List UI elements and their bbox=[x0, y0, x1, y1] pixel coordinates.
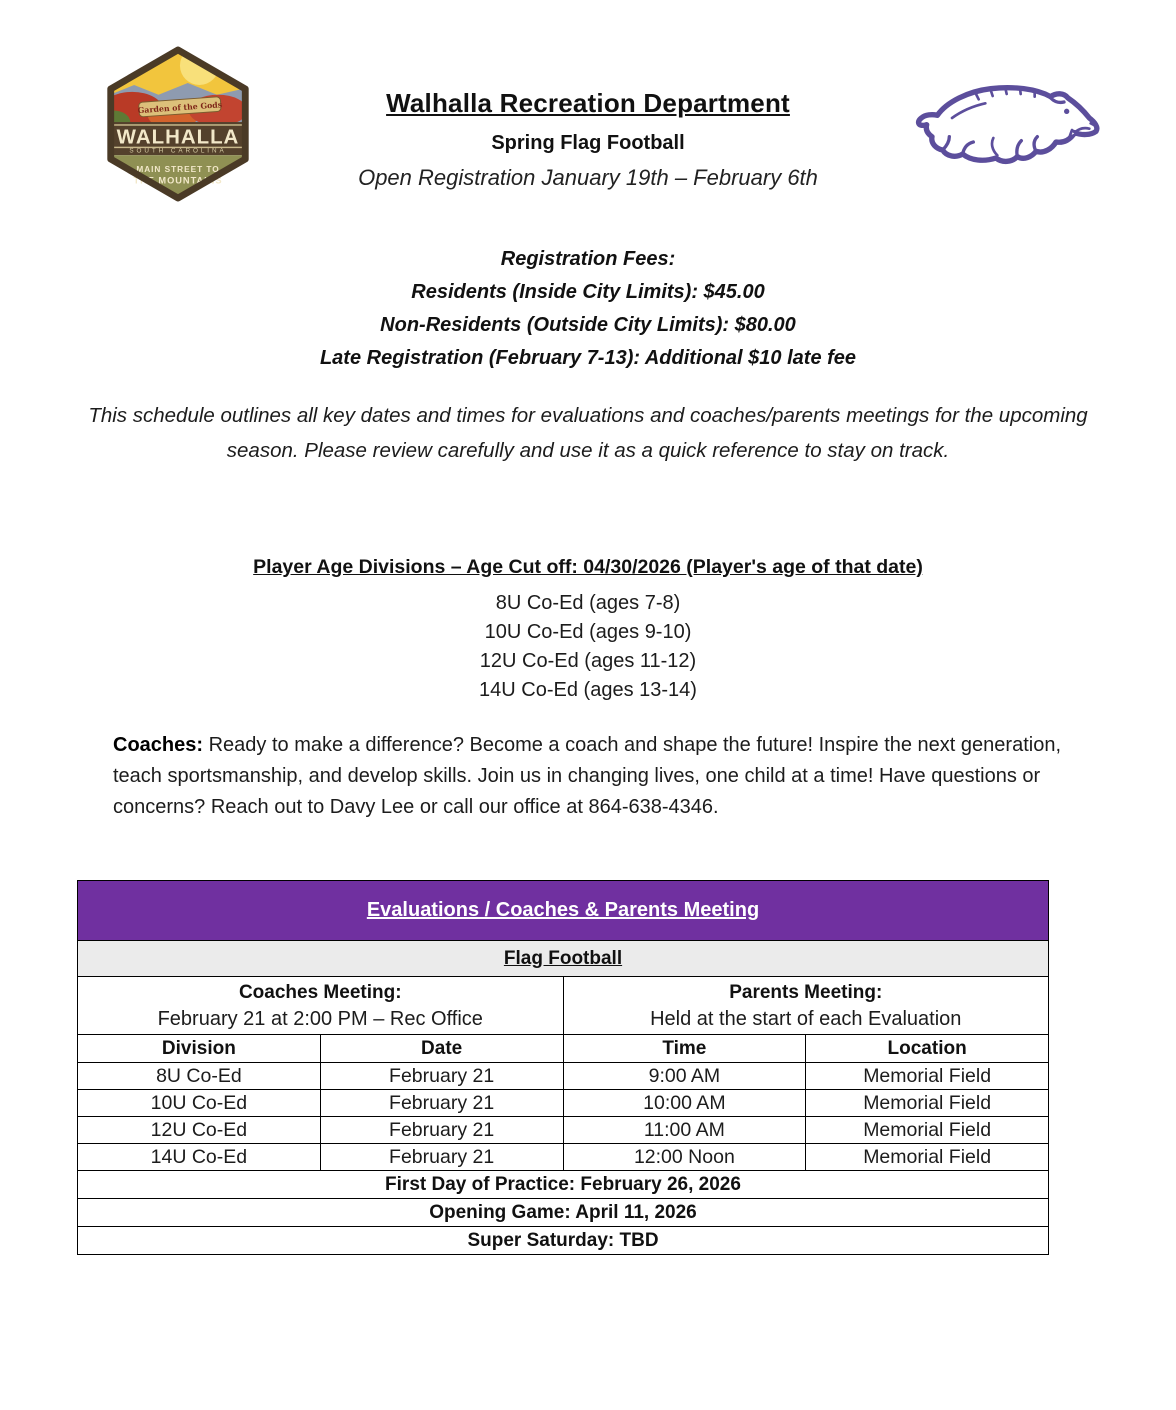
fees-line-late: Late Registration (February 7-13): Additional $10 late fee bbox=[319, 347, 857, 369]
razorback-hog-logo bbox=[912, 76, 1112, 189]
registration-period: Open Registration January 19th – February 6th bbox=[358, 165, 818, 190]
badge-tagline-line2: THE MOUNTAINS bbox=[133, 175, 223, 186]
badge-city-name: WALHALLA bbox=[116, 125, 240, 149]
cell-location: Memorial Field bbox=[806, 1144, 1049, 1171]
cell-division: 12U Co-Ed bbox=[78, 1117, 321, 1144]
coaches-note bbox=[113, 730, 1075, 823]
cell-location: Memorial Field bbox=[806, 1090, 1049, 1117]
table-row bbox=[78, 1063, 1049, 1090]
column-header-time: Time bbox=[563, 1035, 806, 1063]
parents-meeting-detail: Held at the start of each Evaluation bbox=[650, 1007, 962, 1030]
badge-tagline-line1: MAIN STREET TO bbox=[136, 164, 220, 174]
fees-line-nonresidents: Non-Residents (Outside City Limits): $80.00 bbox=[380, 314, 796, 336]
parents-meeting-label: Parents Meeting: bbox=[729, 981, 883, 1003]
age-divisions-section bbox=[0, 556, 1176, 705]
intro-paragraph: This schedule outlines all key dates and times for evaluations and coaches/parents meetings for the upcoming season. Please review carefully and use it as a quick reference to stay on track. bbox=[88, 404, 1088, 462]
super-saturday-row bbox=[78, 1227, 1049, 1255]
fees-line-residents: Residents (Inside City Limits): $45.00 bbox=[411, 281, 765, 303]
evaluations-table bbox=[77, 880, 1049, 1255]
table-section-label: Flag Football bbox=[78, 941, 1049, 977]
cell-time: 10:00 AM bbox=[563, 1090, 806, 1117]
division-10u: 10U Co-Ed (ages 9-10) bbox=[484, 621, 692, 643]
cell-division: 8U Co-Ed bbox=[78, 1063, 321, 1090]
column-header-location: Location bbox=[806, 1035, 1049, 1063]
column-header-date: Date bbox=[320, 1035, 563, 1063]
meetings-row bbox=[78, 977, 1049, 1035]
cell-date: February 21 bbox=[320, 1090, 563, 1117]
table-title-row bbox=[78, 881, 1049, 941]
division-14u: 14U Co-Ed (ages 13-14) bbox=[479, 679, 697, 701]
super-saturday-text: Super Saturday: TBD bbox=[78, 1227, 1049, 1255]
cell-location: Memorial Field bbox=[806, 1117, 1049, 1144]
table-section-row bbox=[78, 941, 1049, 977]
parents-meeting-cell bbox=[563, 977, 1049, 1035]
cell-date: February 21 bbox=[320, 1117, 563, 1144]
cell-time: 9:00 AM bbox=[563, 1063, 806, 1090]
table-title: Evaluations / Coaches & Parents Meeting bbox=[78, 881, 1049, 941]
table-row bbox=[78, 1144, 1049, 1171]
cell-time: 12:00 Noon bbox=[563, 1144, 806, 1171]
page-title: Walhalla Recreation Department bbox=[386, 88, 790, 118]
cell-time: 11:00 AM bbox=[563, 1117, 806, 1144]
table-row bbox=[78, 1090, 1049, 1117]
coaches-meeting-cell bbox=[78, 977, 564, 1035]
razorback-hog-icon bbox=[912, 76, 1112, 184]
coaches-note-label: Coaches: bbox=[113, 734, 204, 756]
coaches-note-text: Ready to make a difference? Become a coach and shape the future! Inspire the next generation, teach sportsmanship, and develop skills. Join us in changing lives, one child at a time! Have questions or concerns? Reach out to Davy Lee or call our office at 864-638-4346. bbox=[113, 734, 1061, 818]
fees-heading: Registration Fees: bbox=[500, 248, 676, 270]
page-subtitle: Spring Flag Football bbox=[491, 132, 685, 154]
table-row bbox=[78, 1117, 1049, 1144]
division-12u: 12U Co-Ed (ages 11-12) bbox=[479, 650, 697, 672]
first-practice-row bbox=[78, 1171, 1049, 1199]
cell-date: February 21 bbox=[320, 1144, 563, 1171]
registration-fees-section bbox=[0, 243, 1176, 375]
opening-game-text: Opening Game: April 11, 2026 bbox=[78, 1199, 1049, 1227]
coaches-meeting-label: Coaches Meeting: bbox=[238, 981, 402, 1003]
cell-date: February 21 bbox=[320, 1063, 563, 1090]
column-header-division: Division bbox=[78, 1035, 321, 1063]
first-practice-text: First Day of Practice: February 26, 2026 bbox=[78, 1171, 1049, 1199]
coaches-meeting-detail: February 21 at 2:00 PM – Rec Office bbox=[157, 1007, 483, 1030]
cell-location: Memorial Field bbox=[806, 1063, 1049, 1090]
age-divisions-heading: Player Age Divisions – Age Cut off: 04/30/2026 (Player's age of that date) bbox=[253, 556, 923, 578]
opening-game-row bbox=[78, 1199, 1049, 1227]
cell-division: 14U Co-Ed bbox=[78, 1144, 321, 1171]
badge-ribbon-text: Garden of the Gods bbox=[137, 100, 223, 116]
division-8u: 8U Co-Ed (ages 7-8) bbox=[495, 592, 681, 614]
cell-division: 10U Co-Ed bbox=[78, 1090, 321, 1117]
evaluations-schedule bbox=[77, 880, 1049, 1255]
badge-state-name: SOUTH CAROLINA bbox=[129, 147, 227, 155]
table-header-row bbox=[78, 1035, 1049, 1063]
